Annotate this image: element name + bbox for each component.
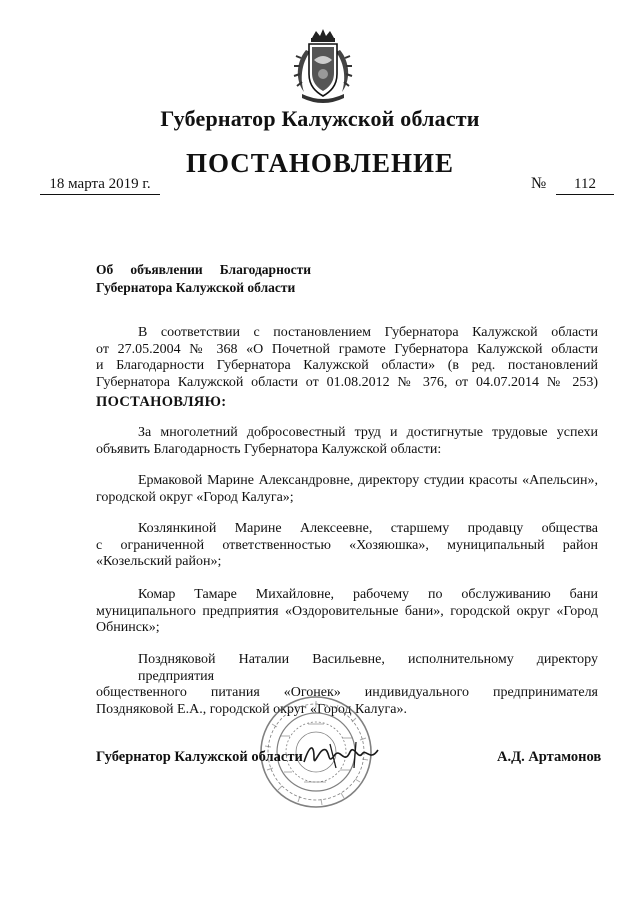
signatory-name: А.Д. Артамонов xyxy=(497,749,602,765)
text-line: Губернатора Калужской области от 01.08.2012 № 376, от 04.07.2014 № 253) xyxy=(96,374,598,390)
subject-word: объявлении xyxy=(130,262,203,277)
document-date: 18 марта 2019 г. xyxy=(40,176,160,195)
awardee-paragraph xyxy=(96,521,598,571)
handwritten-signature xyxy=(300,738,386,772)
text-line: объявить Благодарность Губернатора Калужской области: xyxy=(96,441,442,457)
document-type-title: ПОСТАНОВЛЕНИЕ xyxy=(185,148,455,178)
coat-of-arms-emblem xyxy=(292,28,354,104)
text-line: муниципального предприятия «Оздоровительные бани», городской округ «Город xyxy=(96,603,598,619)
text-line: и Благодарности Губернатора Калужской области» (в ред. постановлений xyxy=(96,358,598,373)
awardee-paragraph xyxy=(96,473,598,506)
subject-line: Губернатора Калужской области xyxy=(96,280,296,295)
signatory-position: Губернатор Калужской области xyxy=(96,749,303,765)
decree-word: ПОСТАНОВЛЯЮ: xyxy=(96,394,227,410)
text-line: Ермаковой Марине Александровне, директору студии красоты «Апельсин», xyxy=(138,473,598,488)
text-line: от 27.05.2004 № 368 «О Почетной грамоте Губернатора Калужской области xyxy=(96,341,598,357)
text-line: Поздняковой Е.А., городской округ «Город Калуга». xyxy=(96,701,407,717)
text-line: общественного питания «Огонек» индивидуального предпринимателя xyxy=(96,685,598,700)
awardee-paragraph xyxy=(96,587,598,637)
number-label: № xyxy=(531,175,547,192)
text-line: Комар Тамаре Михайловне, рабочему по обслуживанию бани xyxy=(138,587,598,602)
subject-word: Об xyxy=(96,262,114,277)
issuing-authority: Губернатор Калужской области xyxy=(160,106,480,131)
text-line: Поздняковой Наталии Васильевне, исполнительному директору предприятия xyxy=(138,652,598,684)
document-subject xyxy=(96,261,356,297)
text-line: В соответствии с постановлением Губернатора Калужской области xyxy=(138,325,598,340)
text-line: «Козельский район»; xyxy=(96,554,222,569)
text-line: За многолетний добросовестный труд и достигнутые трудовые успехи xyxy=(138,425,598,440)
intro-paragraph xyxy=(96,425,598,458)
document-number: 112 xyxy=(556,176,614,195)
text-line: городской округ «Город Калуга»; xyxy=(96,489,294,505)
text-line: Козлянкиной Марине Алексеевне, старшему продавцу общества xyxy=(138,521,598,536)
subject-word: Благодарности xyxy=(219,262,311,277)
preamble-paragraph xyxy=(96,325,598,391)
text-line: с ограниченной ответственностью «Хозяюшка», муниципальный район xyxy=(96,537,598,553)
text-line: Обнинск»; xyxy=(96,620,160,635)
